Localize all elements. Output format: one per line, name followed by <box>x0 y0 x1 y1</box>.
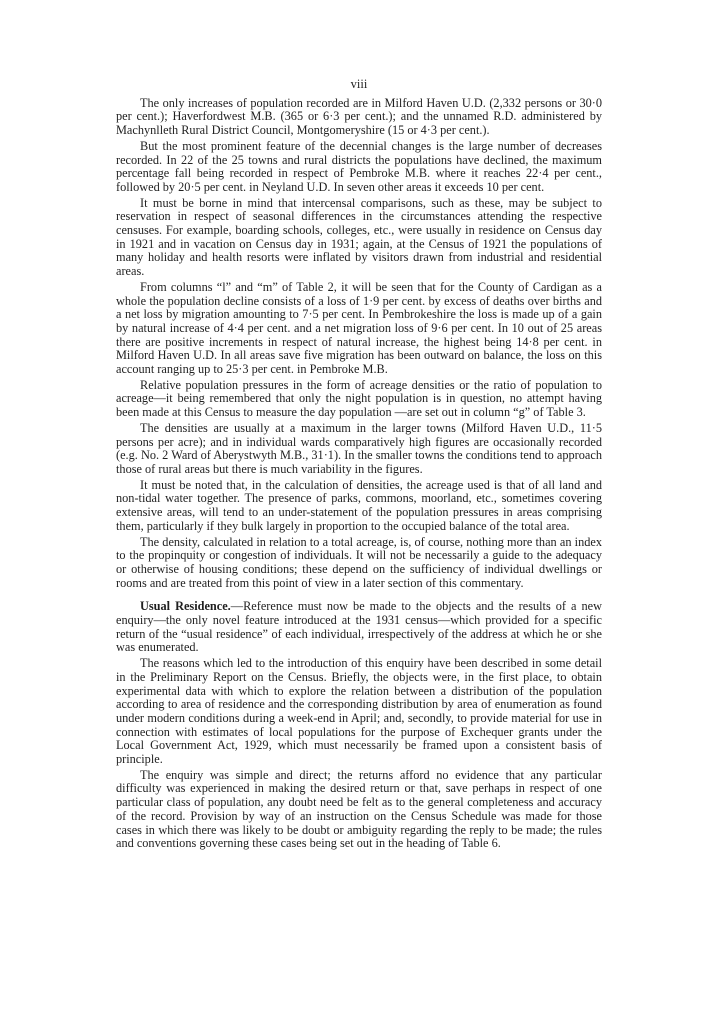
paragraph-enquiry-reasons: The reasons which led to the introduction of this enquiry have been described in some detail in the Preliminary Report on the Census. Briefly, the objects were, in the first place, to obtain experimental data with which to explore the relation between a distribution of the population according to area of residence and the corresponding distribution by area of enumeration as found under modern conditions during a week-end in April; and, secondly, to provide material for use in connection with estimates of local populations for the purpose of Exchequer grants under the Local Government Act, 1929, which must necessarily be framed upon a consistent basis of principle. <box>116 656 602 767</box>
paragraph-acreage-note: It must be noted that, in the calculation of densities, the acreage used is that of all land and non-tidal water together. The presence of parks, commons, moorland, etc., sometimes covering extensive areas, will tend to an under-statement of the population pressures in areas comprising them, particularly if they bulk largely in proportion to the occupied balance of the total area. <box>116 477 602 533</box>
paragraph-enquiry-method: The enquiry was simple and direct; the returns afford no evidence that any particular difficulty was experienced in making the desired return or that, save perhaps in respect of one particular class of population, any doubt need be felt as to the general completeness and accuracy of the record. Provision by way of an instruction on the Census Schedule was made for those cases in which there was likely to be doubt or ambiguity regarding the reply to be made; the rules and conventions governing these cases being set out in the heading of Table 6. <box>116 767 602 851</box>
usual-residence-section <box>116 600 602 851</box>
paragraph-natural-increase-migration: From columns “l” and “m” of Table 2, it will be seen that for the County of Cardigan as a whole the population decline consists of a loss of 1·9 per cent. by excess of deaths over births and a net loss by migration amounting to 7·5 per cent. In Pembrokeshire the loss is made up of a gain by natural increase of 4·4 per cent. and a net migration loss of 9·6 per cent. In 10 out of 25 areas there are positive increments in respect of natural increase, the highest being 14·8 per cent. in Milford Haven U.D. In all areas save five migration has been outward on balance, the loss on this account ranging up to 25·3 per cent. in Pembroke M.B. <box>116 279 602 377</box>
paragraph-population-pressures: Relative population pressures in the form of acreage densities or the ratio of population to acreage—it being remembered that only the night population is in question, no attempt having been made at this Census to measure the day population —are set out in column “g” of Table 3. <box>116 377 602 420</box>
section-lead-text: —Reference must now be made to the objects and the results of a new enquiry—the only novel feature introduced at the 1931 census—which provided for a specific return of the “usual residence” of each individual, irrespectively of the address at which he or she was enumerated. <box>116 599 602 655</box>
paragraph-population-increases: The only increases of population recorded are in Milford Haven U.D. (2,332 persons or 30·0 per cent.); Haverfordwest M.B. (365 or 6·3 per cent.); and the unnamed R.D. administered by Machynlleth Rural District Council, Montgomeryshire (15 or 4·3 per cent.). <box>116 95 602 138</box>
paragraph-decennial-decreases: But the most prominent feature of the decennial changes is the large number of decreases recorded. In 22 of the 25 towns and rural districts the populations have declined, the maximum percentage fall being recorded in respect of Pembroke M.B. where it reaches 22·4 per cent., followed by 20·5 per cent. in Neyland U.D. In seven other areas it exceeds 10 per cent. <box>116 138 602 194</box>
paragraph-densities: The densities are usually at a maximum in the larger towns (Milford Haven U.D., 11·5 persons per acre); and in individual wards comparatively high figures are occasionally recorded (e.g. No. 2 Ward of Aberystwyth M.B., 31·1). In the smaller towns the conditions tend to approach those of rural areas but there is much variability in the figures. <box>116 420 602 476</box>
document-page <box>116 78 602 853</box>
section-heading: Usual Residence. <box>140 599 231 614</box>
paragraph-usual-residence-intro <box>116 600 602 655</box>
page-number: viii <box>350 77 368 91</box>
paragraph-intercensal-comparisons: It must be borne in mind that intercensal comparisons, such as these, may be subject to reservation in respect of seasonal differences in the circumstances attending the respective censuses. For example, boarding schools, colleges, etc., were usually in residence on Census day in 1921 and in vacation on Census day in 1931; again, at the Census of 1921 the populations of many holiday and health resorts were inflated by visitors drawn from industrial and residential areas. <box>116 195 602 279</box>
paragraph-density-index: The density, calculated in relation to a total acreage, is, of course, nothing more than an index to the propinquity or congestion of individuals. It will not be necessarily a guide to the adequacy or otherwise of housing conditions; these depend on the sufficiency of individual dwellings or rooms and are treated from this point of view in a later section of this commentary. <box>116 534 602 590</box>
